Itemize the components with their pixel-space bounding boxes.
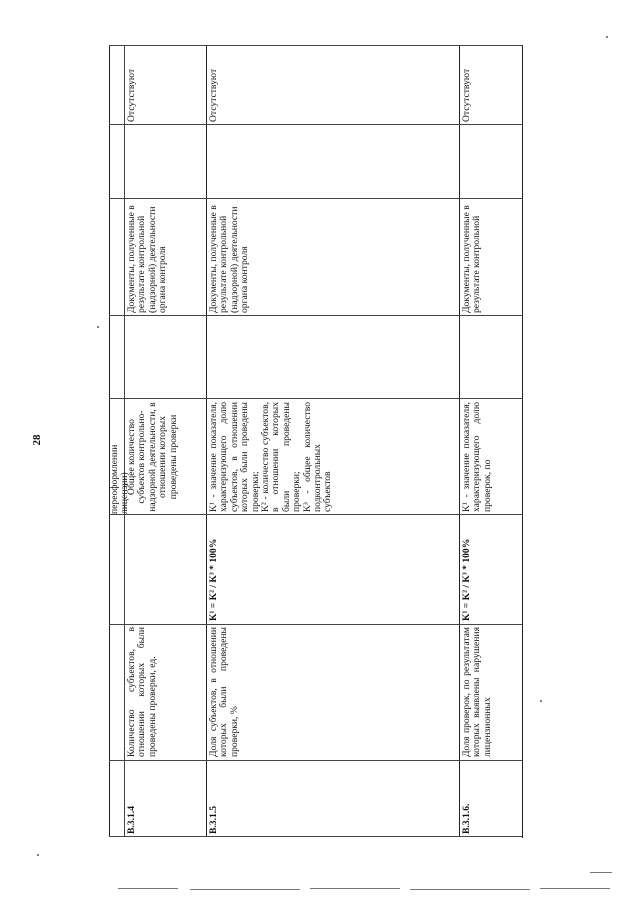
row-2-formula: K¹ = K² / K³ * 100% [208, 538, 219, 621]
row-2-notes: K¹ - значение показателя, характеризующего долю субъектов, в отношении которых были проведены проверки; K² - количество субъектов, в отношении которых были проведены проверки; K³ - общее количество подконтрольных субъектов [208, 402, 334, 512]
row-3-notes: K¹ - значение показателя, характеризующего долю проверок, по [461, 402, 493, 512]
row-1-formula [125, 515, 206, 624]
row-1-name: Количество субъектов, в отношении которых были проведены проверки, ед. [126, 627, 158, 757]
row-2-col8: Отсутствуют [208, 68, 219, 122]
row-2-name: Доля субъектов, в отношении которых были проведены проверки, % [208, 627, 240, 757]
page-number: 28 [31, 434, 43, 446]
row-2-code: В.3.1.5 [208, 806, 219, 834]
row-1-sources: Документы, полученные в результате контрольной (надзорной) деятельности органа контроля [126, 205, 169, 313]
row-1-col8: Отсутствуют [126, 68, 137, 122]
row-1-notes: Общее количество субъектов контрольно-надзорной деятельности, в отношении которых проведены проверки [126, 402, 179, 512]
row-3-code: В.3.1.6. [461, 803, 472, 834]
row-1-code: В.3.1.4 [126, 806, 137, 834]
row-3-sources: Документы, полученные в результате контрольной [461, 205, 483, 313]
row-3-formula: K¹ = K² / K³ * 100% [461, 538, 472, 621]
row-2-sources: Документы, полученные в результате контрольной (надзорной) деятельности органа контроля [208, 205, 251, 313]
row-3-name: Доля проверок, по результатам которых выявлены нарушения лицензионных [461, 627, 493, 757]
carryover-notes: переоформлении лицензии) [109, 444, 131, 514]
row-3-col8: Отсутствуют [461, 68, 472, 122]
